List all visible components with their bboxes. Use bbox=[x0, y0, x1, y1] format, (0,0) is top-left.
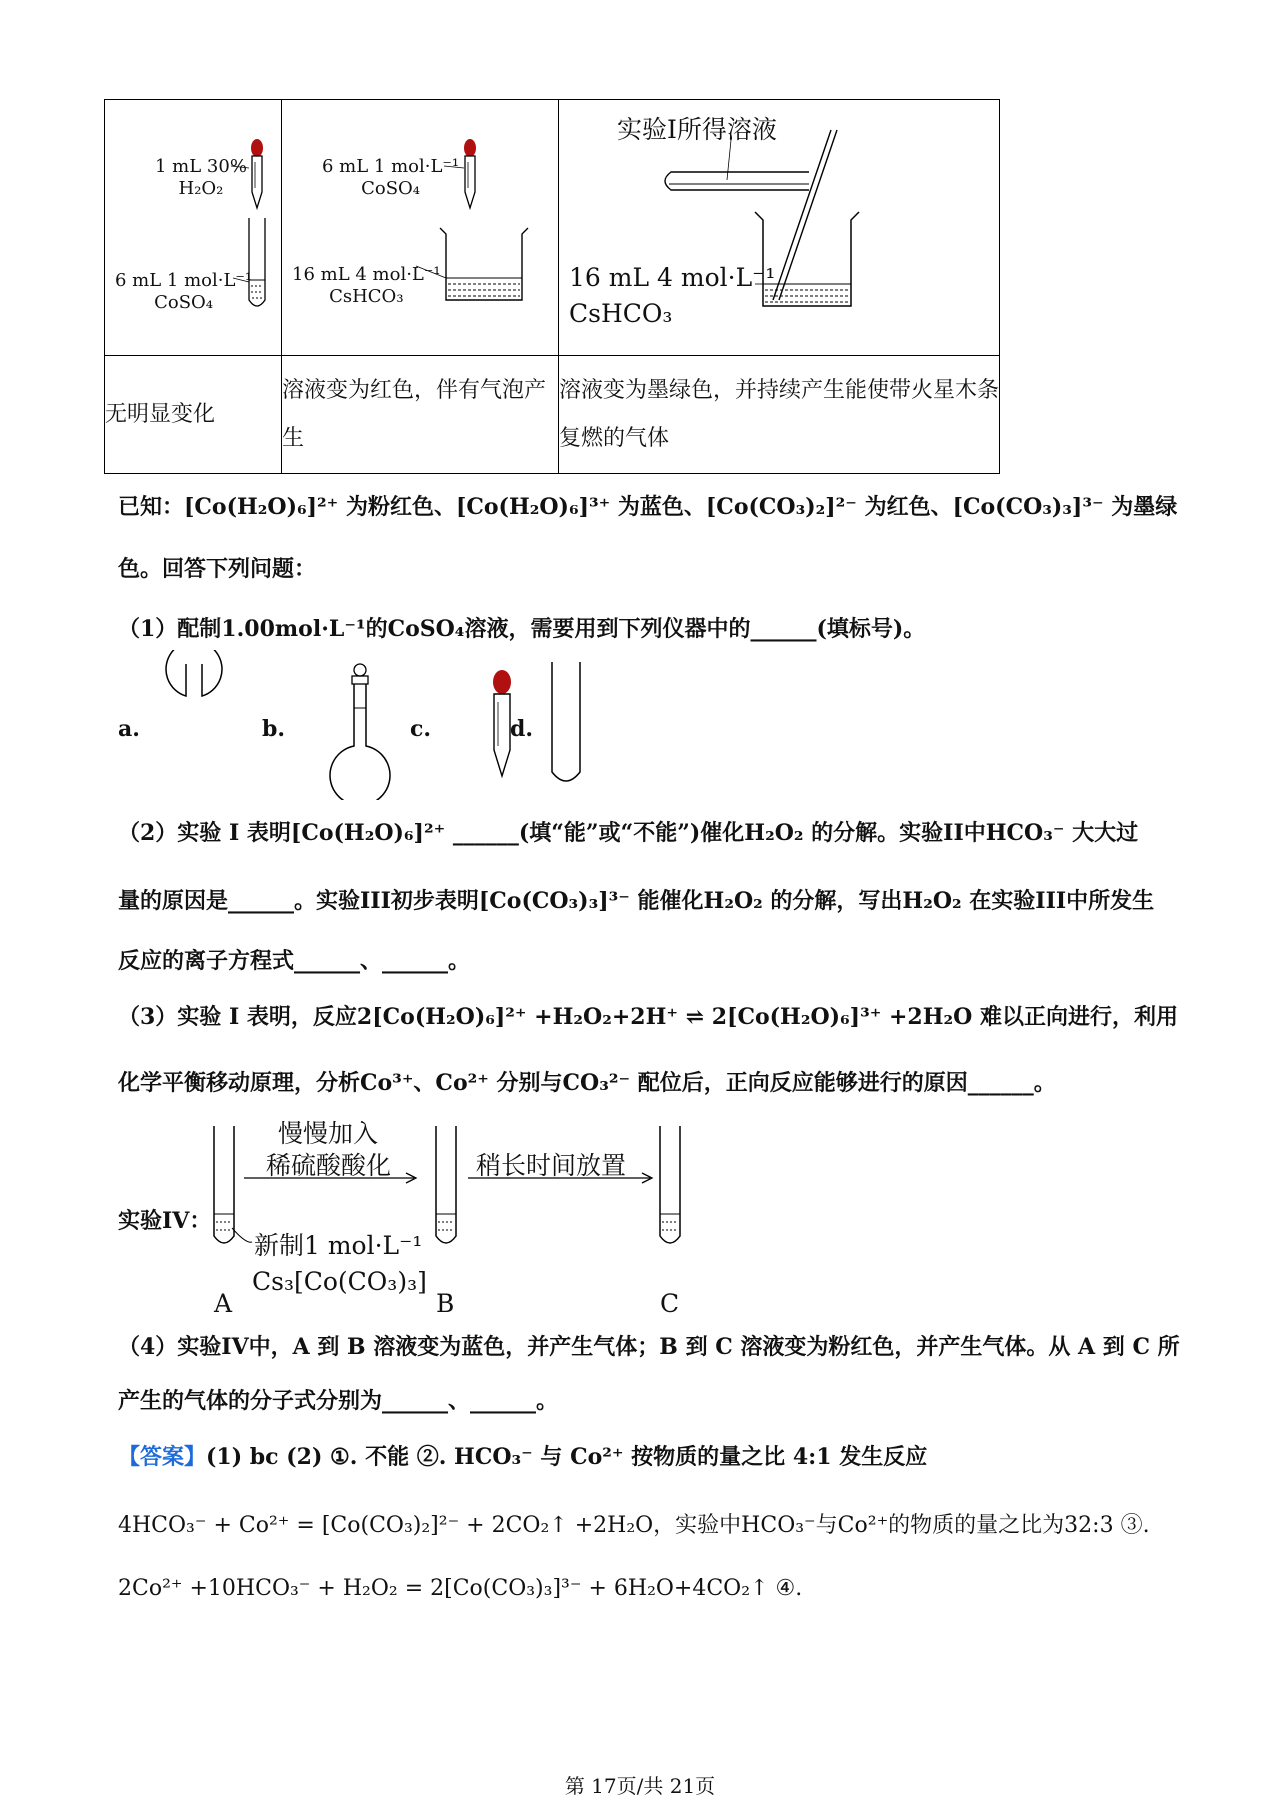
exp1-apparatus-drawing bbox=[105, 100, 281, 355]
instrument-options-drawing bbox=[0, 650, 1280, 800]
q2-line-2: 量的原因是______。实验III初步表明[Co(CO₃)₃]³⁻ 能催化H₂O₂ 的分解，写出H₂O₂ 在实验III中所发生 bbox=[118, 888, 1155, 914]
exp1-tube-label: 6 mL 1 mol·L⁻¹ CoSO₄ bbox=[115, 270, 253, 313]
exp3-top-label: 实验I所得溶液 bbox=[617, 115, 777, 144]
exp1-figure-cell bbox=[105, 100, 282, 356]
exp4-reagent-line1: 新制1 mol·L⁻¹ bbox=[254, 1231, 423, 1260]
q3-line-1: （3）实验 I 表明，反应2[Co(H₂O)₆]²⁺ +H₂O₂+2H⁺ ⇌ 2[Co(H₂O)₆]³⁺ +2H₂O 难以正向进行，利用 bbox=[118, 1004, 1178, 1030]
test-tube-icon bbox=[552, 662, 580, 781]
volumetric-flask-icon bbox=[330, 664, 390, 800]
experiment-table bbox=[104, 99, 1000, 474]
tube-b-label: B bbox=[436, 1289, 455, 1318]
tube-c-icon bbox=[660, 1126, 680, 1243]
tube-c-label: C bbox=[660, 1289, 680, 1318]
exp1-dropper-label: 1 mL 30% H₂O₂ bbox=[155, 156, 247, 199]
known-line-1: 已知：[Co(H₂O)₆]²⁺ 为粉红色、[Co(H₂O)₆]³⁺ 为蓝色、[Co(CO₃)₂]²⁻ 为红色、[Co(CO₃)₃]³⁻ 为墨绿 bbox=[118, 494, 1178, 520]
q1-text: （1）配制1.00mol·L⁻¹的CoSO₄溶液，需要用到下列仪器中的______(填标号)。 bbox=[118, 616, 926, 642]
tube-a-label: A bbox=[214, 1289, 233, 1318]
q3-line-2: 化学平衡移动原理，分析Co³⁺、Co²⁺ 分别与CO₃²⁻ 配位后，正向反应能够进行的原因______。 bbox=[118, 1070, 1056, 1096]
option-a-label: a. bbox=[118, 716, 140, 742]
known-line-2: 色。回答下列问题： bbox=[118, 556, 317, 582]
dropper-icon bbox=[493, 670, 511, 776]
answer-tag: 【答案】 bbox=[118, 1444, 207, 1470]
q4-line-2: 产生的气体的分子式分别为______、______。 bbox=[118, 1388, 559, 1414]
q4-line-1: （4）实验IV中，A 到 B 溶液变为蓝色，并产生气体；B 到 C 溶液变为粉红色，并产生气体。从 A 到 C 所 bbox=[118, 1334, 1180, 1360]
option-b-label: b. bbox=[262, 716, 286, 742]
tube-b-icon bbox=[436, 1126, 456, 1243]
exp4-reagent-line2: Cs₃[Co(CO₃)₃] bbox=[252, 1267, 427, 1296]
exp3-figure-cell bbox=[559, 100, 1000, 356]
exp4-apparatus-drawing bbox=[0, 1118, 1280, 1298]
tube-a-icon bbox=[214, 1126, 252, 1243]
exp4-arrow1-line1: 慢慢加入 bbox=[278, 1119, 379, 1148]
answer-line-3: 2Co²⁺ +10HCO₃⁻ + H₂O₂ = 2[Co(CO₃)₃]³⁻ + 6H₂O+4CO₂↑ ④. bbox=[118, 1576, 803, 1601]
exp2-dropper-label: 6 mL 1 mol·L⁻¹ CoSO₄ bbox=[322, 156, 460, 199]
answer-line-2: 4HCO₃⁻ + Co²⁺ = [Co(CO₃)₂]²⁻ + 2CO₂↑ +2H₂O，实验中HCO₃⁻与Co²⁺的物质的量之比为32:3 ③. bbox=[118, 1513, 1150, 1538]
q2-line-1: （2）实验 I 表明[Co(H₂O)₆]²⁺ ______(填“能”或“不能”)催化H₂O₂ 的分解。实验II中HCO₃⁻ 大大过 bbox=[118, 820, 1139, 846]
exp3-observation: 溶液变为墨绿色，并持续产生能使带火星木条复燃的气体 bbox=[559, 356, 1000, 474]
answer-line-1-text: (1) bc (2) ①. 不能 ②. HCO₃⁻ 与 Co²⁺ 按物质的量之比 4:1 发生反应 bbox=[206, 1444, 928, 1470]
exp4-arrow2-label: 稍长时间放置 bbox=[476, 1151, 627, 1180]
exp4-arrow1-line2: 稀硫酸酸化 bbox=[266, 1151, 392, 1180]
exp2-apparatus-drawing bbox=[282, 100, 558, 355]
option-d-label: d. bbox=[510, 716, 534, 742]
exp3-beaker-label: 16 mL 4 mol·L⁻¹ CsHCO₃ bbox=[569, 263, 776, 328]
exp2-figure-cell bbox=[282, 100, 559, 356]
exp2-beaker-label: 16 mL 4 mol·L⁻¹ CsHCO₃ bbox=[292, 264, 441, 307]
answer-line-1 bbox=[118, 1440, 927, 1471]
page-footer: 第 17页/共 21页 bbox=[564, 1774, 716, 1798]
option-c-label: c. bbox=[410, 716, 432, 742]
exp2-observation: 溶液变为红色，伴有气泡产生 bbox=[282, 356, 559, 474]
exp1-observation: 无明显变化 bbox=[105, 356, 282, 474]
round-bottom-flask-icon bbox=[166, 650, 222, 696]
exp4-label: 实验IV： bbox=[118, 1208, 212, 1234]
q2-line-3: 反应的离子方程式______、______。 bbox=[118, 948, 471, 974]
